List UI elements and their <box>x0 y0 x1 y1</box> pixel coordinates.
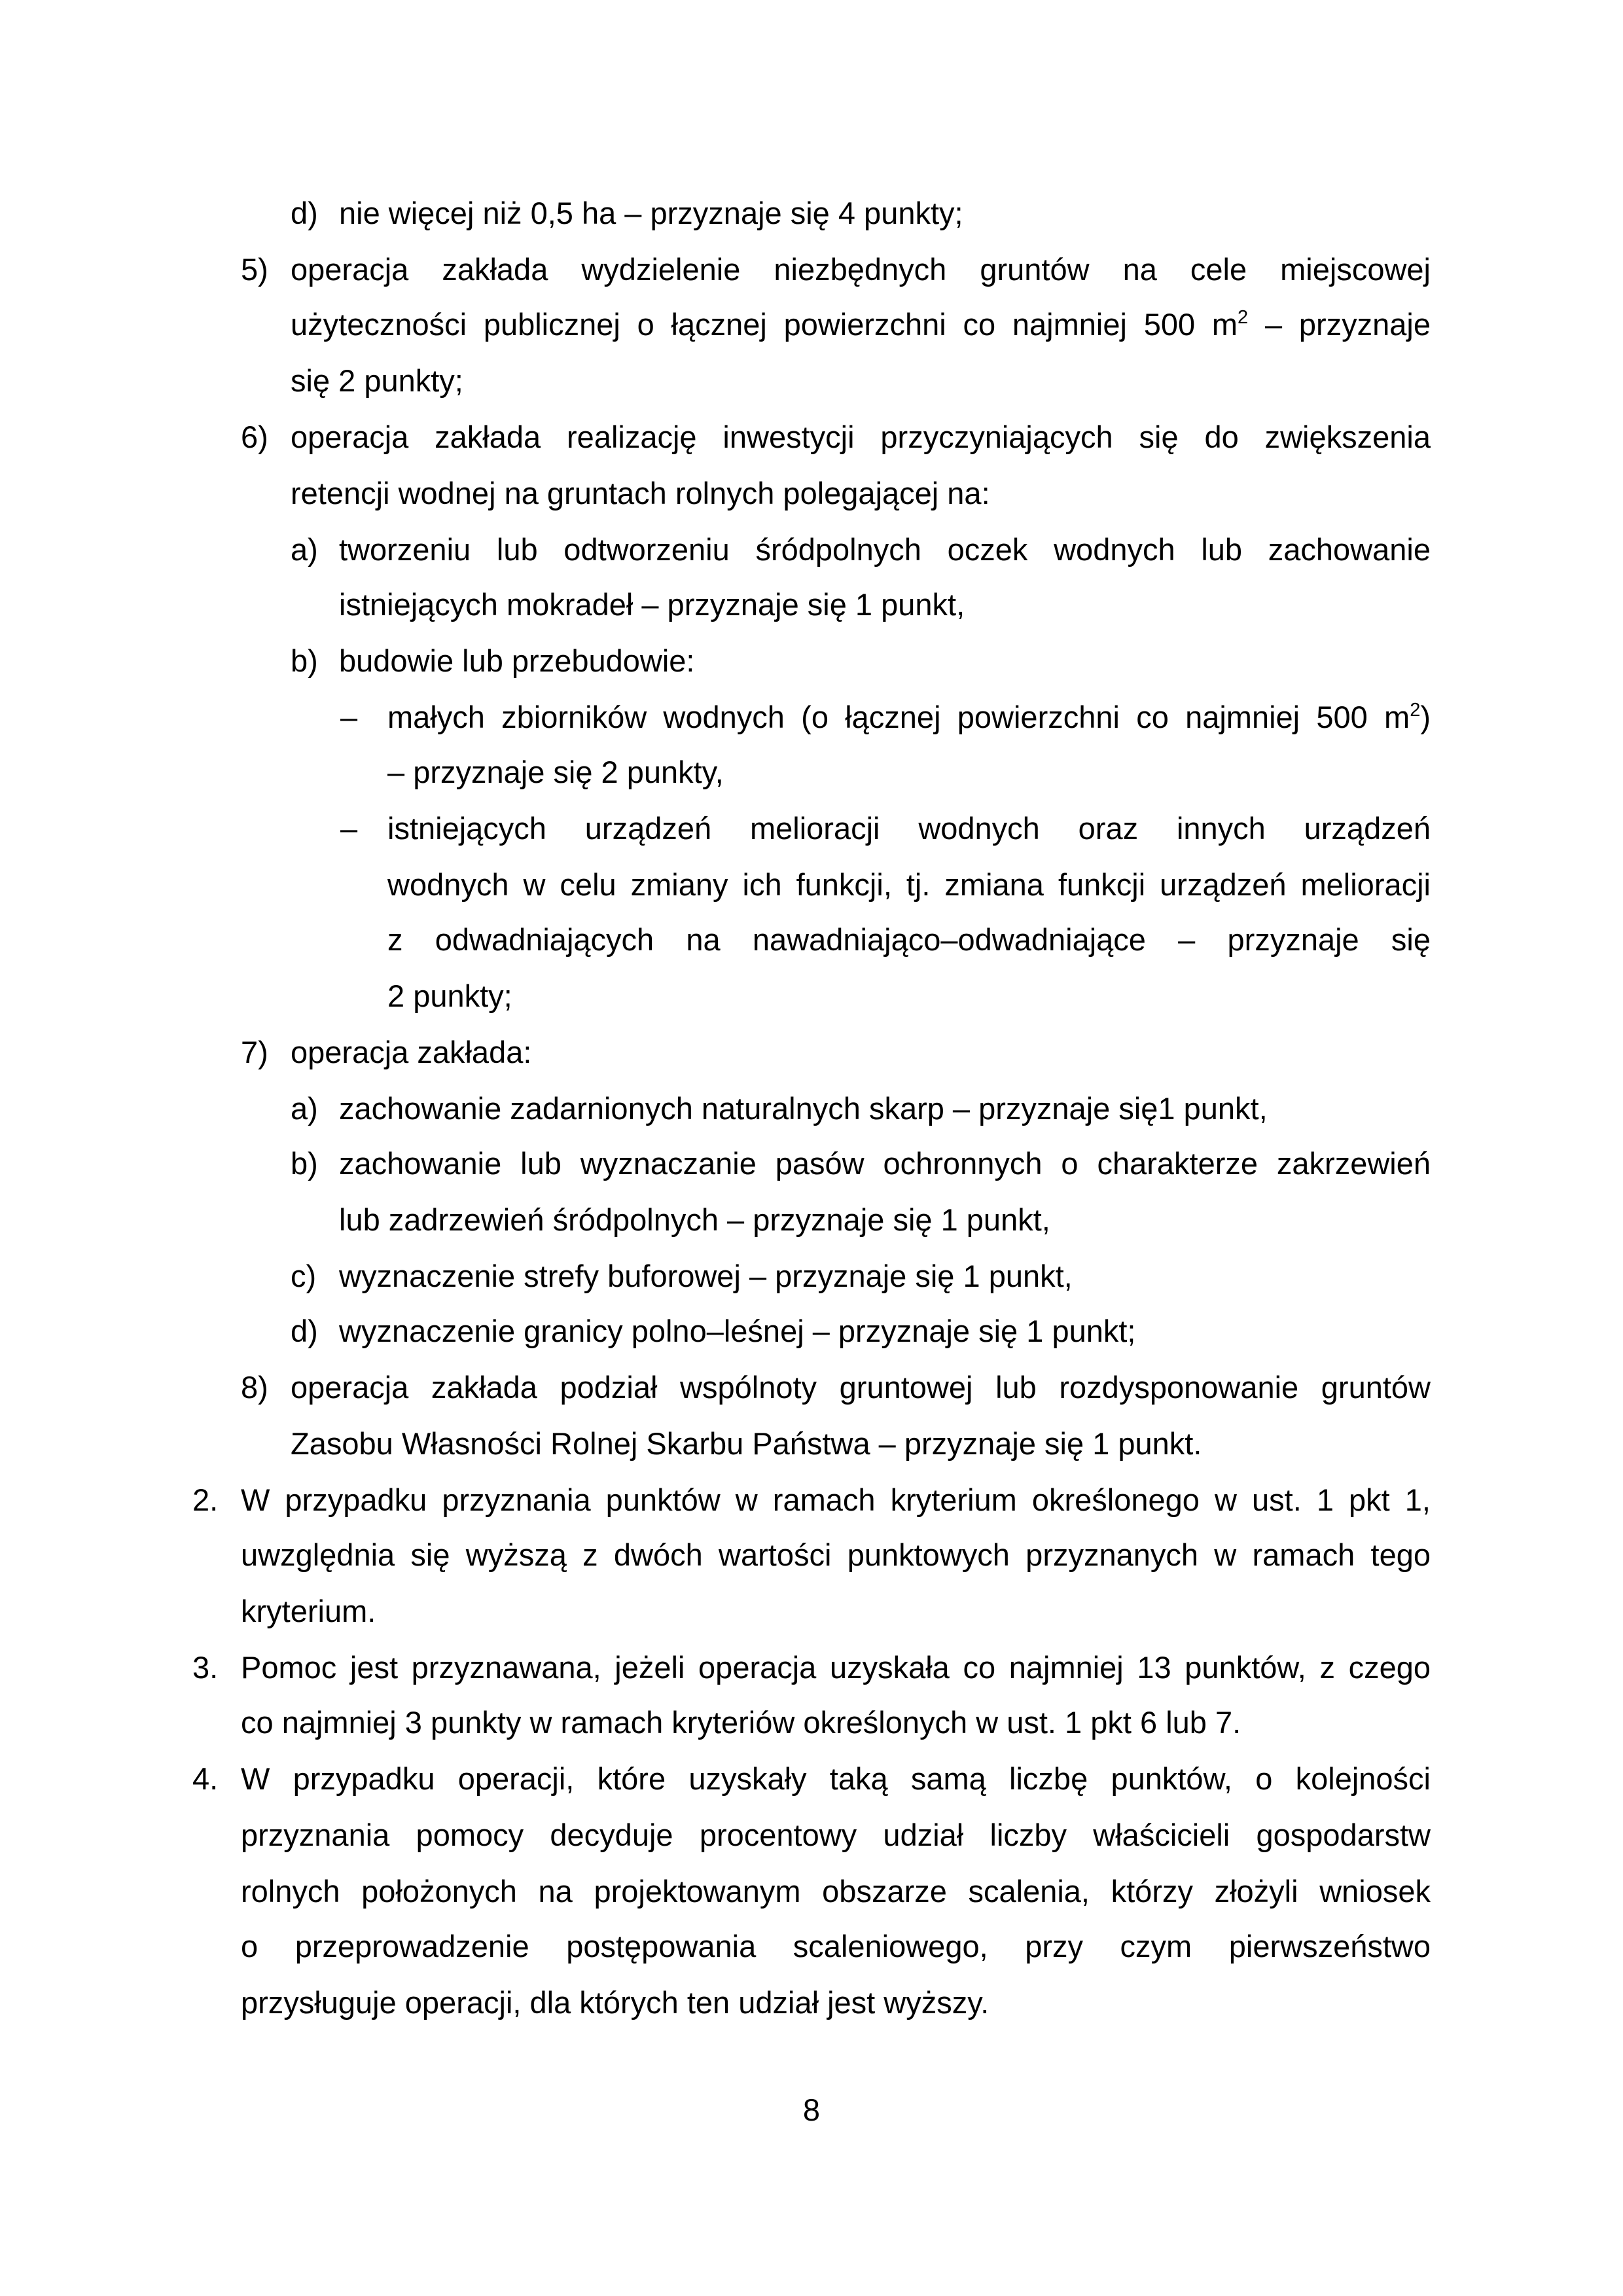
paragraph-text: W przypadku operacji, które uzyskały taką samą liczbę punktów, o kolejności <box>241 1761 1431 1796</box>
paragraph-text: o przeprowadzenie postępowania scaleniowego, przy czym pierwszeństwo <box>241 1929 1431 1964</box>
list-item-text: się 2 punkty; <box>291 363 463 398</box>
superscript: 2 <box>1238 307 1249 328</box>
list-label: b) <box>291 1146 318 1181</box>
list-label: 8) <box>241 1370 268 1405</box>
list-label: d) <box>291 196 318 230</box>
list-label: 5) <box>241 252 268 287</box>
list-label: a) <box>291 532 318 567</box>
paragraph-text: przyznania pomocy decyduje procentowy udział liczby właścicieli gospodarstw <box>241 1818 1431 1852</box>
paragraph-text: Pomoc jest przyznawana, jeżeli operacja uzyskała co najmniej 13 punktów, z czego <box>241 1650 1431 1685</box>
paragraph-text: uwzględnia się wyższą z dwóch wartości punktowych przyznanych w ramach tego <box>241 1537 1431 1572</box>
list-item-text: operacja zakłada: <box>291 1035 532 1069</box>
list-label: a) <box>291 1091 318 1126</box>
list-item-text: lub zadrzewień śródpolnych – przyznaje się 1 punkt, <box>339 1202 1050 1237</box>
list-item-text: 2 punkty; <box>387 978 512 1013</box>
list-item-text: operacja zakłada realizację inwestycji przyczyniających się do zwiększenia <box>291 420 1431 454</box>
list-item-text: użyteczności publicznej o łącznej powierzchni co najmniej 500 $m^2$ – przyznaje <box>291 307 1431 342</box>
list-label: b) <box>291 643 318 678</box>
list-item-text: zachowanie zadarnionych naturalnych skarp – przyznaje się1 punkt, <box>339 1091 1268 1126</box>
paragraph-number: 2. <box>192 1482 219 1517</box>
list-item-text: wodnych w celu zmiany ich funkcji, tj. zmiana funkcji urządzeń melioracji <box>387 867 1431 902</box>
list-label: 7) <box>241 1035 268 1069</box>
list-item-text: operacja zakłada wydzielenie niezbędnych gruntów na cele miejscowej <box>291 252 1431 287</box>
dash-bullet: – <box>340 811 358 846</box>
list-item-text: operacja zakłada podział wspólnoty gruntowej lub rozdysponowanie gruntów <box>291 1370 1431 1405</box>
list-item-text: – przyznaje się 2 punkty, <box>387 755 724 789</box>
list-label: 6) <box>241 420 268 454</box>
paragraph-text: kryterium. <box>241 1594 376 1628</box>
paragraph-number: 3. <box>192 1650 219 1685</box>
page-number: 8 <box>802 2092 821 2127</box>
list-item-text: budowie lub przebudowie: <box>339 643 695 678</box>
list-item-text: Zasobu Własności Rolnej Skarbu Państwa – przyznaje się 1 punkt. <box>291 1426 1202 1461</box>
paragraph-text: rolnych położonych na projektowanym obszarze scalenia, którzy złożyli wniosek <box>241 1874 1431 1909</box>
list-label: c) <box>291 1259 317 1293</box>
paragraph-text: co najmniej 3 punkty w ramach kryteriów określonych w ust. 1 pkt 6 lub 7. <box>241 1705 1241 1740</box>
list-item-text: zachowanie lub wyznaczanie pasów ochronnych o charakterze zakrzewień <box>339 1146 1431 1181</box>
list-item-text: tworzeniu lub odtworzeniu śródpolnych oczek wodnych lub zachowanie <box>339 532 1431 567</box>
superscript: 2 <box>1410 700 1421 721</box>
paragraph-number: 4. <box>192 1761 219 1796</box>
paragraph-text: przysługuje operacji, dla których ten udział jest wyższy. <box>241 1985 990 2020</box>
list-item-text: istniejących urządzeń melioracji wodnych oraz innych urządzeń <box>387 811 1431 846</box>
list-item-text: nie więcej niż 0,5 ha – przyznaje się 4 punkty; <box>339 196 963 230</box>
list-item-text: małych zbiorników wodnych (o łącznej powierzchni co najmniej 500 $m^2$) <box>387 700 1431 734</box>
list-item-text: retencji wodnej na gruntach rolnych polegającej na: <box>291 476 990 511</box>
list-item-text: z odwadniających na nawadniająco–odwadniające – przyznaje się <box>387 922 1431 957</box>
paragraph-text: W przypadku przyznania punktów w ramach kryterium określonego w ust. 1 pkt 1, <box>241 1482 1431 1517</box>
list-item-text: wyznaczenie granicy polno–leśnej – przyznaje się 1 punkt; <box>339 1314 1136 1348</box>
list-label: d) <box>291 1314 318 1348</box>
list-item-text: wyznaczenie strefy buforowej – przyznaje się 1 punkt, <box>339 1259 1073 1293</box>
dash-bullet: – <box>340 700 358 734</box>
list-item-text: istniejących mokradeł – przyznaje się 1 punkt, <box>339 587 965 622</box>
